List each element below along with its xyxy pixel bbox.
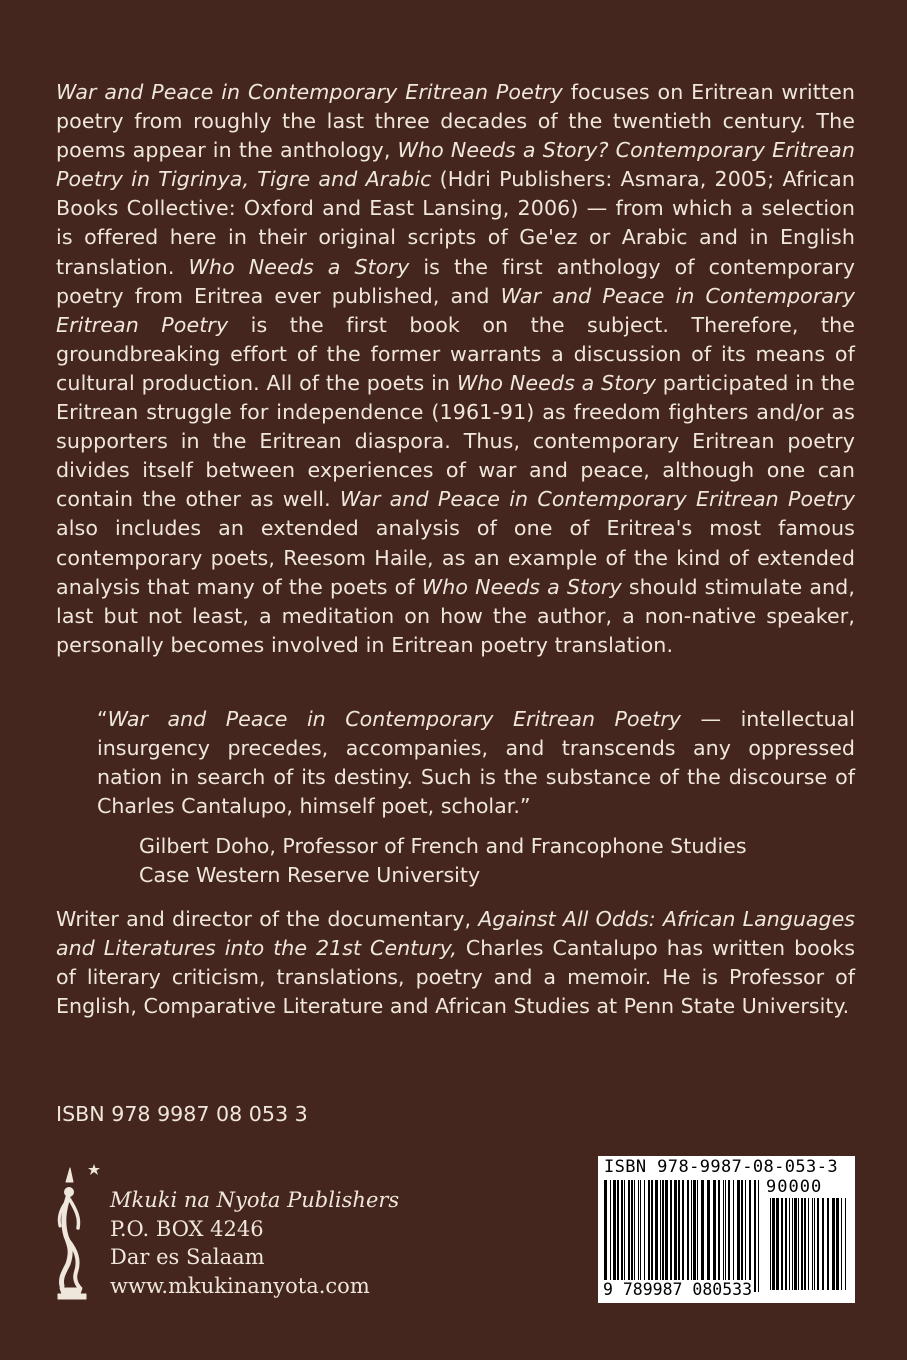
documentary-title: Against All Odds: African Languages and Literatures into the 21st Century, xyxy=(56,907,855,961)
quote-book-title: War and Peace in Contemporary Eritrean Poetry xyxy=(107,707,681,731)
barcode-bar xyxy=(610,1180,611,1292)
barcode-bar xyxy=(665,1180,668,1292)
quote-open-mark: “ xyxy=(97,707,108,731)
barcode-bar xyxy=(812,1198,813,1290)
barcode-bar xyxy=(634,1180,635,1292)
author-bio xyxy=(56,905,855,1021)
barcode-bar xyxy=(713,1180,716,1292)
barcode-bar xyxy=(624,1180,625,1292)
publisher-name: Mkuki na Nyota Publishers xyxy=(110,1188,400,1212)
barcode-bar xyxy=(804,1198,806,1290)
description-paragraph xyxy=(56,78,855,660)
isbn-line: ISBN 978 9987 08 053 3 xyxy=(56,1102,308,1126)
barcode-bar xyxy=(789,1198,790,1290)
barcode-bar xyxy=(723,1180,724,1292)
attribution-institution-line: Case Western Reserve University xyxy=(139,863,481,888)
barcode-bars xyxy=(602,1180,762,1292)
barcode-bar xyxy=(733,1180,734,1292)
barcode-bar xyxy=(808,1198,809,1290)
anthology-short-title-italic: Who Needs a Story xyxy=(421,574,622,599)
barcode-bar xyxy=(644,1180,645,1292)
anthology-title-italic: Who Needs a Story? Contemporary Eritrean Poetry in Tigrinya, Tigre and Arabic xyxy=(56,138,855,192)
barcode-isbn-label: ISBN 978-9987-08-053-3 xyxy=(604,1157,838,1177)
barcode-bar xyxy=(801,1198,803,1290)
publisher-website: www.mkukinanyota.com xyxy=(110,1273,370,1298)
barcode-bar xyxy=(725,1180,726,1292)
barcode-bar xyxy=(697,1180,698,1292)
barcode-bar xyxy=(707,1180,710,1292)
text-segment: is the first book on the subject. Therefore, the groundbreaking effort of the former warrants a discussion of its means of cultural production. All of the poets in xyxy=(56,312,855,395)
barcode-bar xyxy=(674,1180,677,1292)
bio-text: Charles Cantalupo has written books of literary criticism, translations, poetry and a memoir. He is Professor of English, Comparative Literature and African Studies at Penn State University. xyxy=(56,936,855,1019)
barcode-bar xyxy=(741,1180,743,1292)
bio-text: Writer and director of the documentary, xyxy=(56,907,479,931)
anthology-short-title-italic: Who Needs a Story xyxy=(188,254,410,279)
barcode-bar xyxy=(617,1180,619,1292)
text-segment: is the first anthology of contemporary poetry from Eritrea ever published, and xyxy=(56,254,856,308)
barcode-bar xyxy=(832,1198,835,1290)
barcode-bar xyxy=(691,1180,692,1292)
book-title-italic: War and Peace in Contemporary Eritrean Poetry xyxy=(56,283,855,337)
barcode-bar xyxy=(792,1198,793,1290)
barcode-digits: 9 789987 080533 xyxy=(603,1280,753,1299)
barcode-bar xyxy=(621,1180,623,1292)
barcode-bar xyxy=(758,1180,759,1292)
anthology-short-title-italic: Who Needs a Story xyxy=(456,370,657,395)
barcode-bar xyxy=(655,1180,658,1292)
publisher-po-box: P.O. BOX 4246 xyxy=(110,1216,264,1241)
barcode-bar xyxy=(670,1180,672,1292)
barcode-bar xyxy=(662,1180,664,1292)
barcode-bar xyxy=(728,1180,730,1292)
text-segment: should stimulate and, last but not least, a meditation on how the author, a non-native speaker, personally becomes involved in Eritrean poetry translation. xyxy=(56,574,856,657)
barcode-bar xyxy=(770,1198,771,1290)
barcode-bar xyxy=(745,1180,746,1292)
barcode-bar xyxy=(754,1180,756,1292)
text-segment: (Hdri Publishers: Asmara, 2005; African Books Collective: Oxford and East Lansing, 2006) — from which a selection is offered here in their original scripts of Ge'ez or Arabic and in English translation. xyxy=(56,167,855,279)
barcode-bar xyxy=(772,1198,775,1290)
barcode-bar xyxy=(814,1198,815,1290)
barcode xyxy=(598,1156,855,1303)
barcode-bar xyxy=(827,1198,829,1290)
barcode-bar xyxy=(794,1198,797,1290)
barcode-bar xyxy=(631,1180,633,1292)
barcode-bar xyxy=(682,1180,684,1292)
book-title-italic: War and Peace in Contemporary Eritrean Poetry xyxy=(56,80,563,104)
barcode-bar xyxy=(613,1180,616,1292)
barcode-bar xyxy=(841,1198,842,1290)
barcode-bar xyxy=(628,1180,630,1292)
barcode-bar xyxy=(785,1198,787,1290)
barcode-addon-bars xyxy=(768,1198,850,1290)
barcode-bar xyxy=(737,1180,740,1292)
book-title-italic: War and Peace in Contemporary Eritrean Poetry xyxy=(339,487,855,512)
barcode-bar xyxy=(660,1180,661,1292)
barcode-bar xyxy=(718,1180,720,1292)
publisher-city: Dar es Salaam xyxy=(110,1245,265,1269)
barcode-bar xyxy=(749,1180,751,1292)
barcode-bar xyxy=(776,1198,779,1290)
barcode-bar xyxy=(648,1180,650,1292)
attribution-name-line: Gilbert Doho, Professor of French and Francophone Studies xyxy=(139,834,747,858)
barcode-bar xyxy=(836,1198,839,1290)
barcode-bar xyxy=(651,1180,653,1292)
endorsement-quote xyxy=(97,705,855,821)
barcode-addon-digits: 90000 xyxy=(766,1177,823,1197)
text-segment: also includes an extended analysis of one of Eritrea's most famous contemporary poets, Reesom Haile, as an example of the kind of extended analysis that many of the poets of xyxy=(56,516,855,599)
barcode-bar xyxy=(781,1198,783,1290)
barcode-bar xyxy=(693,1180,696,1292)
barcode-bar xyxy=(701,1180,704,1292)
barcode-bar xyxy=(604,1180,607,1292)
barcode-bar xyxy=(678,1180,680,1292)
dancing-figure-with-star-icon xyxy=(50,1160,100,1310)
barcode-bar xyxy=(822,1198,824,1290)
barcode-bar xyxy=(687,1180,689,1292)
barcode-bar xyxy=(845,1198,846,1290)
publisher-info xyxy=(110,1186,399,1300)
barcode-bar xyxy=(640,1180,641,1292)
text-segment: participated in the Eritrean struggle for independence (1961-91) as freedom fighters and/or as supporters in the Eritrean diaspora. Thus, contemporary Eritrean poetry divides itself between experiences of war and peace, although one can contain the other as well. xyxy=(56,370,856,512)
text-segment: focuses on Eritrean written poetry from roughly the last three decades of the twentieth century. The poems appear in the anthology, xyxy=(56,80,855,163)
quote-text: — intellectual insurgency precedes, accompanies, and transcends any oppressed nation in search of its destiny. Such is the substance of the discourse of Charles Cantalupo, himself poet, scholar.” xyxy=(97,707,856,819)
barcode-bar xyxy=(798,1198,799,1290)
barcode-bar xyxy=(817,1198,819,1290)
barcode-bar xyxy=(638,1180,639,1292)
endorsement-attribution xyxy=(139,832,855,890)
